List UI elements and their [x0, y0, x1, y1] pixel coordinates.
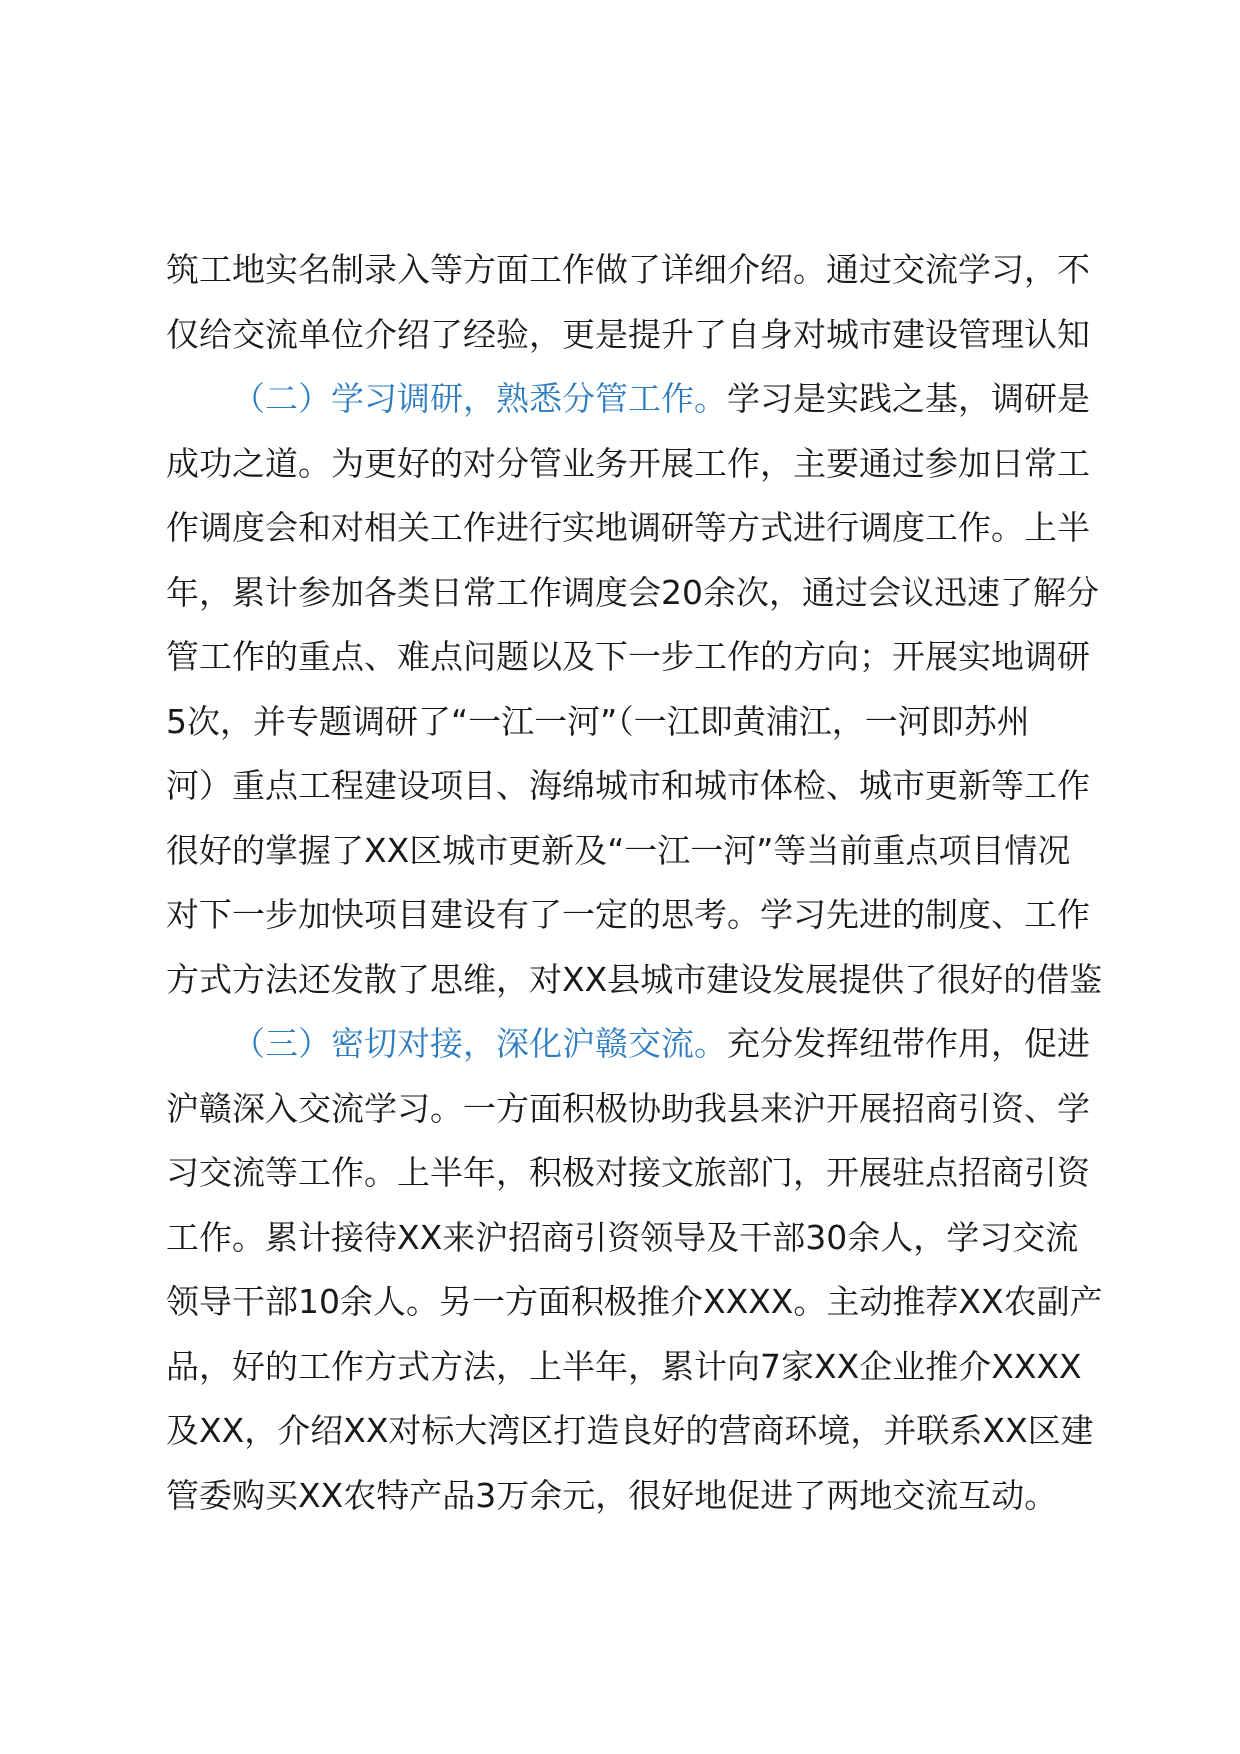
- paragraph-1: [166, 238, 1110, 367]
- paragraph-line: 成功之道。为更好的对分管业务开展工作，主要通过参加日常工: [166, 443, 1090, 483]
- paragraph-line: 作调度会和对相关工作进行实地调研等方式进行调度工作。上半: [166, 508, 1090, 547]
- paragraph-line: 筑工地实名制录入等方面工作做了详细介绍。通过交流学习，不: [166, 250, 1090, 289]
- paragraph-line: 及XX，介绍XX对标大湾区打造良好的营商环境，并联系XX区建: [166, 1411, 1094, 1450]
- paragraph-line: 管工作的重点、难点问题以及下一步工作的方向；开展实地调研: [166, 637, 1090, 676]
- paragraph-line: 习交流等工作。上半年，积极对接文旅部门，开展驻点招商引资: [166, 1153, 1090, 1192]
- paragraph-line: 方式方法还发散了思维，对XX县城市建设发展提供了很好的借鉴: [166, 959, 1103, 999]
- section-heading-2: （二）学习调研，熟悉分管工作。: [232, 379, 727, 418]
- document-body: [166, 238, 1110, 1528]
- paragraph-line: 河）重点工程建设项目、海绵城市和城市体检、城市更新等工作: [166, 766, 1090, 805]
- paragraph-line: 很好的掌握了XX区城市更新及“一江一河”等当前重点项目情况: [166, 830, 1071, 870]
- paragraph-line: 对下一步加快项目建设有了一定的思考。学习先进的制度、工作: [166, 895, 1090, 934]
- paragraph-3: [166, 1012, 1110, 1528]
- paragraph-text: 充分发挥纽带作用，促进: [727, 1024, 1090, 1063]
- paragraph-line: 年，累计参加各类日常工作调度会20余次，通过会议迅速了解分: [166, 572, 1099, 612]
- paragraph-line: 品，好的工作方式方法，上半年，累计向7家XX企业推介XXXX: [166, 1346, 1082, 1386]
- paragraph-line: 仅给交流单位介绍了经验，更是提升了自身对城市建设管理认知: [166, 314, 1090, 354]
- paragraph-first-line: [166, 367, 1110, 432]
- paragraph-first-line: [166, 1012, 1110, 1077]
- paragraph-line: 沪赣深入交流学习。一方面积极协助我县来沪开展招商引资、学: [166, 1088, 1090, 1128]
- paragraph-line: 工作。累计接待XX来沪招商引资领导及干部30余人，学习交流: [166, 1217, 1079, 1257]
- section-heading-3: （三）密切对接，深化沪赣交流。: [232, 1024, 727, 1063]
- paragraph-text: 学习是实践之基，调研是: [727, 379, 1090, 418]
- paragraph-line: 领导干部10余人。另一方面积极推介XXXX。主动推荐XX农副产: [166, 1282, 1103, 1321]
- paragraph-line: 5次，并专题调研了“一江一河”（一江即黄浦江，一河即苏州: [166, 701, 1030, 741]
- paragraph-line: 管委购买XX农特产品3万余元，很好地促进了两地交流互动。: [166, 1475, 1058, 1515]
- paragraph-2: [166, 367, 1110, 1012]
